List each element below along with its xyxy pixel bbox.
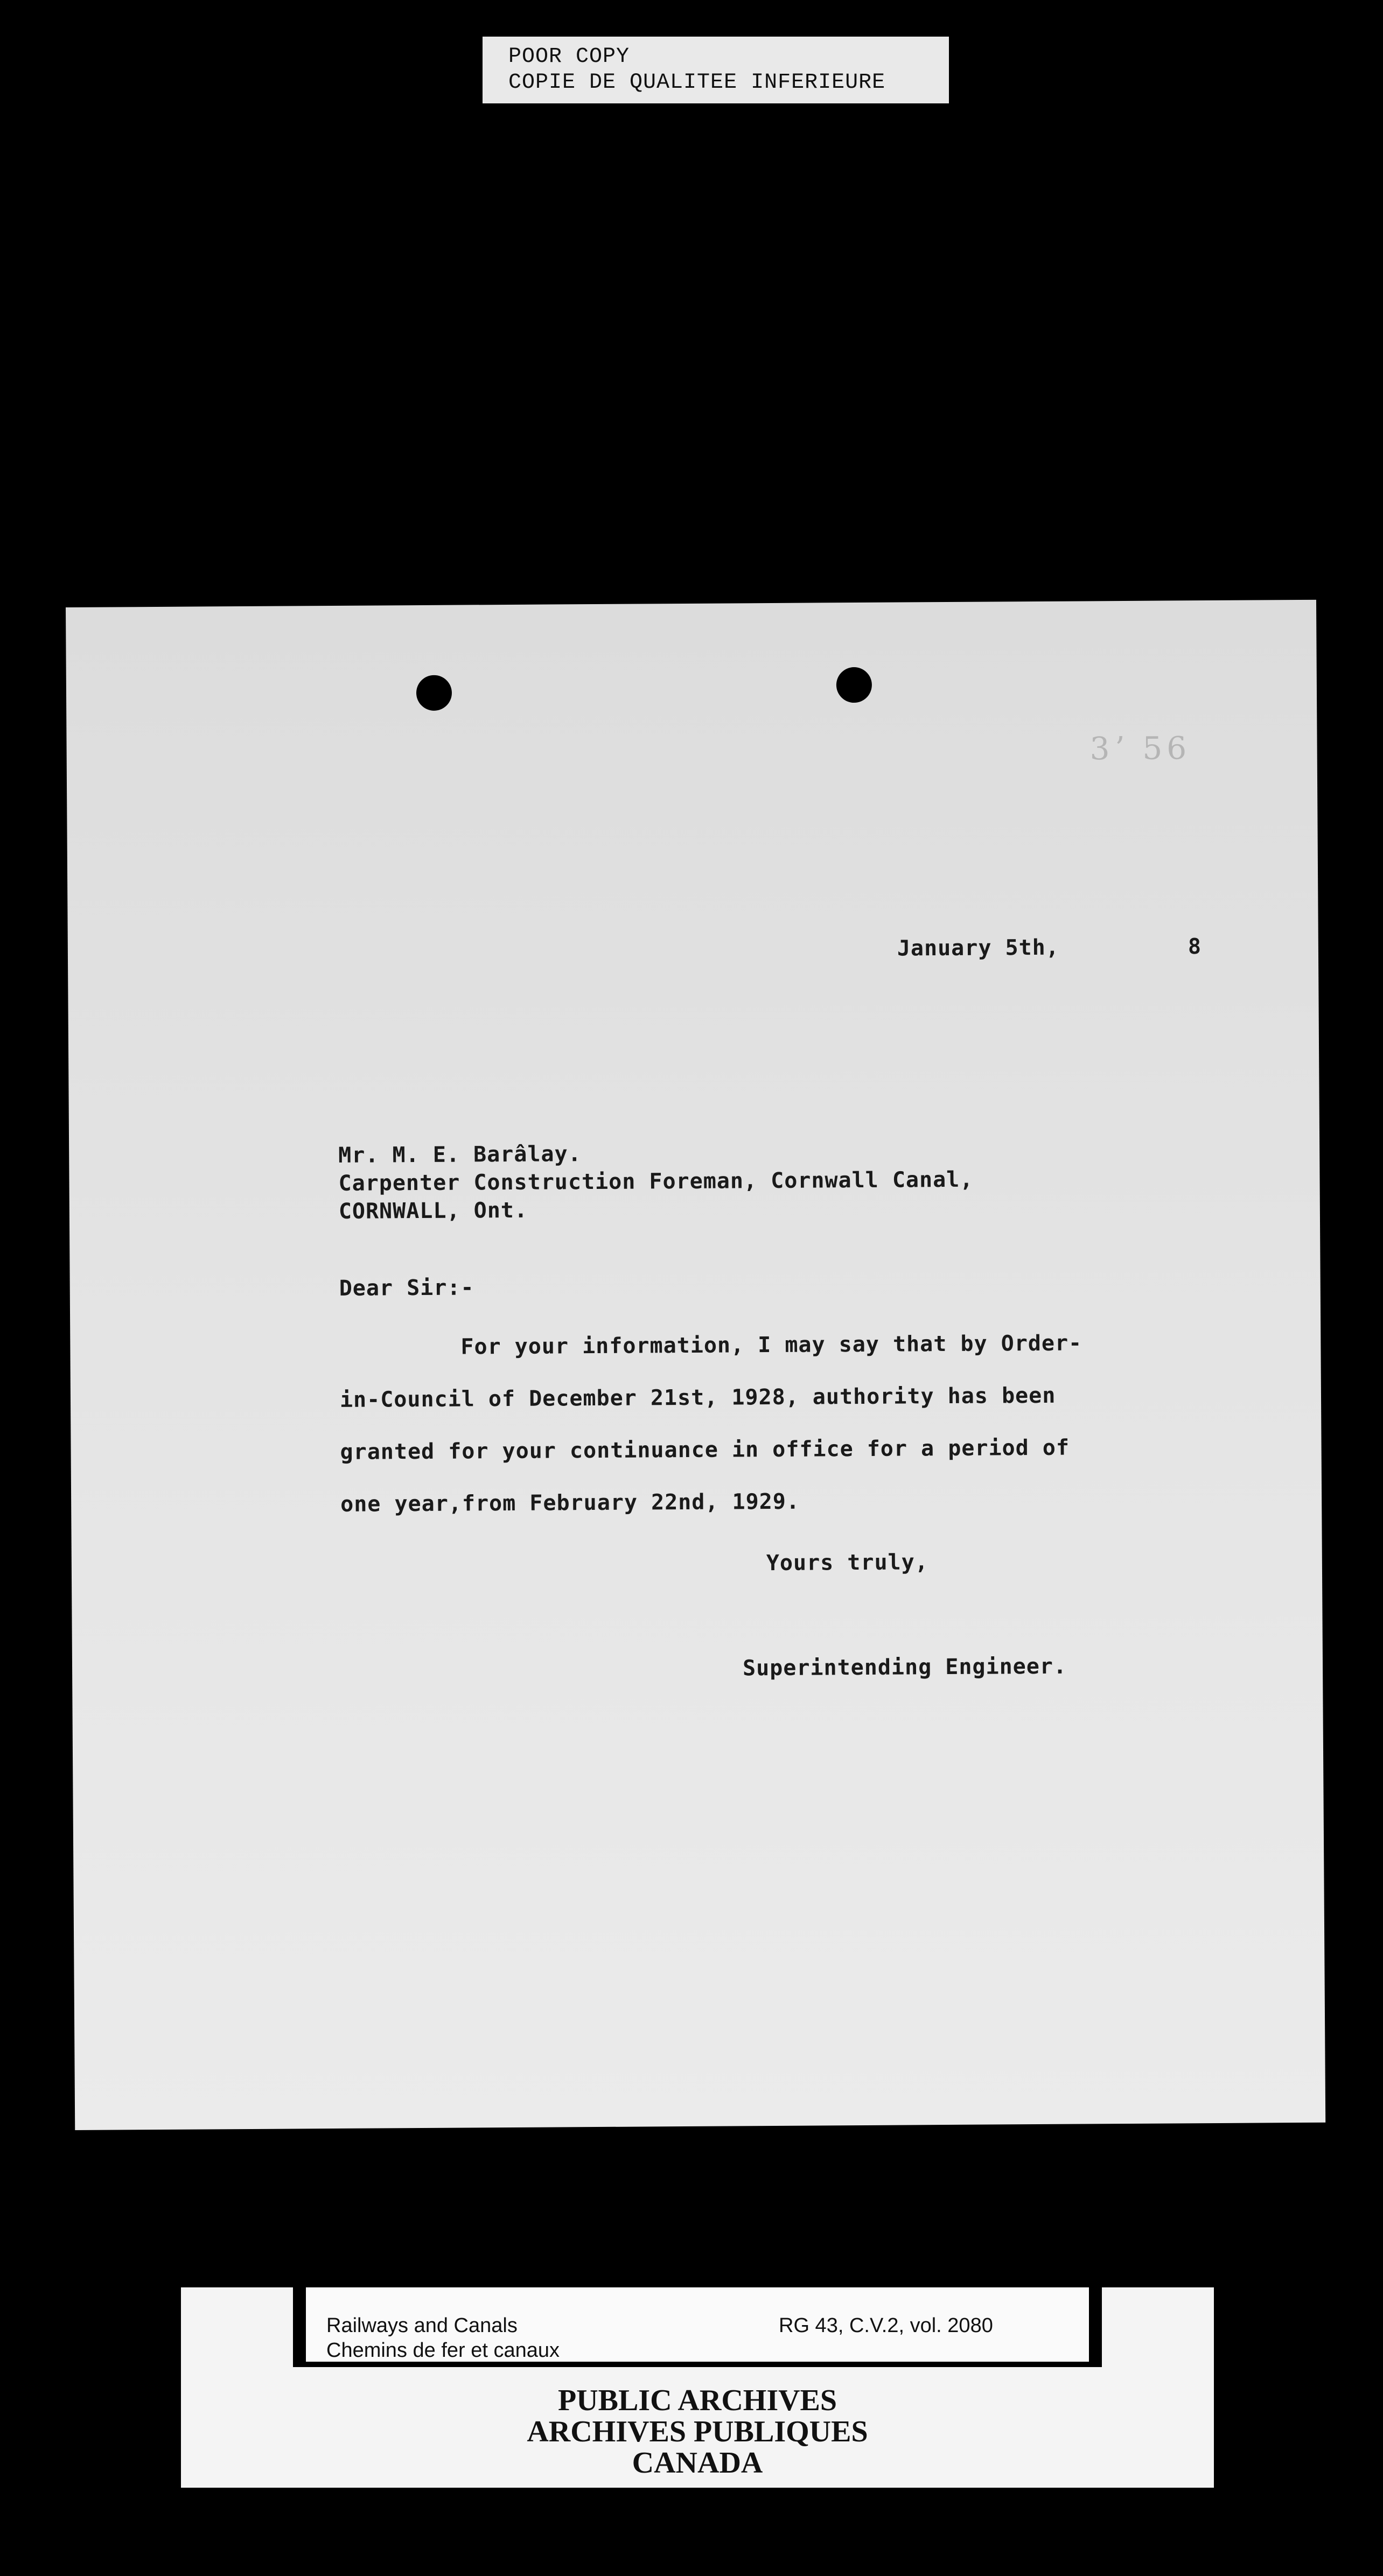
body-line: For your information, I may say that by Order-	[460, 1331, 1082, 1360]
stamp-line-en: POOR COPY	[508, 45, 630, 69]
archive-name-en: PUBLIC ARCHIVES	[557, 2384, 837, 2417]
department-en: Railways and Canals	[326, 2314, 518, 2337]
letter-date-year-fragment: 8	[1188, 934, 1202, 960]
archive-label-reference-box	[306, 2287, 1089, 2362]
archive-label	[181, 2287, 1214, 2488]
file-number-mark: 3ʼ 56	[1089, 730, 1191, 767]
department-fr: Chemins de fer et canaux	[326, 2339, 560, 2362]
punch-hole-right	[836, 667, 872, 703]
recipient-name: Mr. M. E. Barâlay.	[338, 1142, 582, 1168]
punch-hole-left	[416, 675, 452, 711]
letter-body	[339, 1317, 1083, 1530]
closing: Yours truly,	[766, 1550, 928, 1576]
salutation: Dear Sir:-	[339, 1275, 474, 1301]
stamp-line-fr: COPIE DE QUALITEE INFERIEURE	[508, 71, 886, 95]
archive-country: CANADA	[632, 2446, 763, 2480]
recipient-title: Carpenter Construction Foreman, Cornwall Canal,	[338, 1167, 974, 1196]
letter-sheet	[66, 600, 1325, 2130]
archive-name-fr: ARCHIVES PUBLIQUES	[527, 2415, 868, 2448]
recipient-address	[338, 1138, 974, 1226]
signature-title: Superintending Engineer.	[742, 1654, 1067, 1681]
body-line: granted for your continuance in office for a period of	[340, 1435, 1070, 1465]
record-group-reference: RG 43, C.V.2, vol. 2080	[779, 2314, 993, 2337]
body-line: in-Council of December 21st, 1928, authority has been	[339, 1383, 1056, 1412]
letter-date: January 5th,	[897, 935, 1060, 961]
poor-copy-stamp	[483, 37, 949, 103]
recipient-city: CORNWALL, Ont.	[338, 1198, 528, 1224]
body-line: one year,from February 22nd, 1929.	[340, 1489, 800, 1517]
